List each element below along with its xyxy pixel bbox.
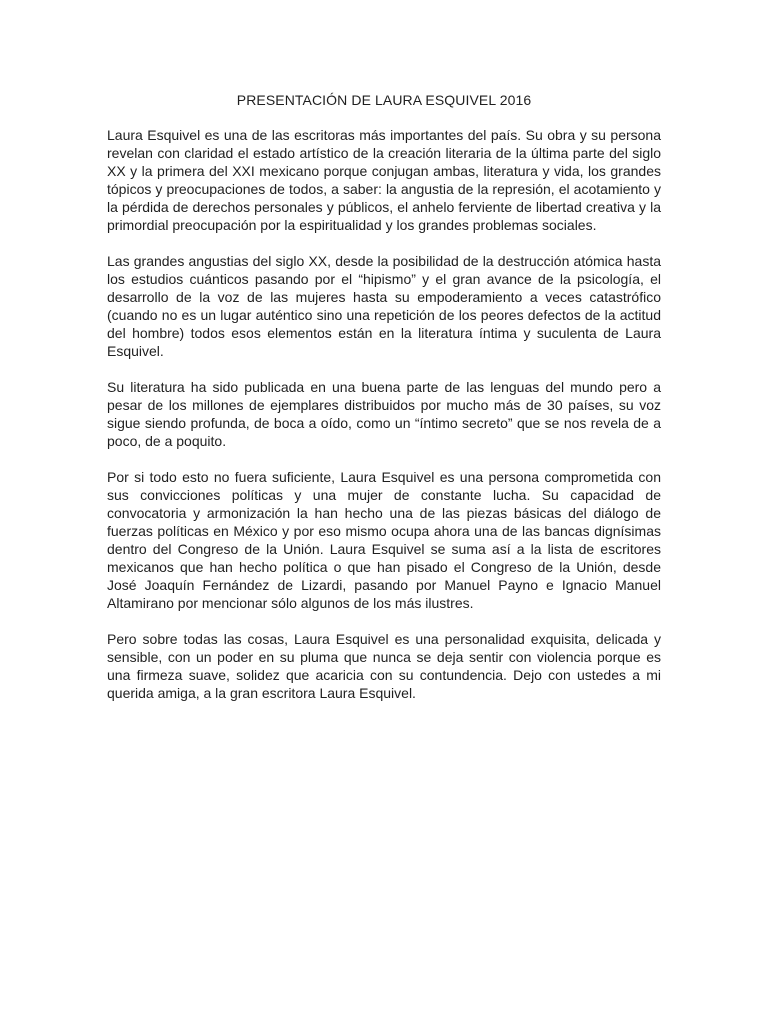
paragraph-3: Su literatura ha sido publicada en una buena parte de las lenguas del mundo pero a pesar de los millones de ejemplares distribuidos por mucho más de 30 países, su voz sigue siendo profunda, de boca a oído, como un “íntimo secreto” que se nos revela de a poco, de a poquito.: [107, 379, 661, 449]
document-title: PRESENTACIÓN DE LAURA ESQUIVEL 2016: [236, 92, 532, 108]
paragraph-4: Por si todo esto no fuera suficiente, Laura Esquivel es una persona comprometida con sus convicciones políticas y una mujer de constante lucha. Su capacidad de convocatoria y armonización la han hecho una de las piezas básicas del diálogo de fuerzas políticas en México y por eso mismo ocupa ahora una de las bancas dignísimas dentro del Congreso de la Unión. Laura Esquivel se suma así a la lista de escritores mexicanos que han hecho política o que han pisado el Congreso de la Unión, desde José Joaquín Fernández de Lizardi, pasando por Manuel Payno e Ignacio Manuel Altamirano por mencionar sólo algunos de los más ilustres.: [107, 469, 661, 611]
paragraph-2: Las grandes angustias del siglo XX, desde la posibilidad de la destrucción atómica hasta los estudios cuánticos pasando por el “hipismo” y el gran avance de la psicología, el desarrollo de la voz de las mujeres hasta su empoderamiento a veces catastrófico (cuando no es un lugar auténtico sino una repetición de los peores defectos de la actitud del hombre) todos esos elementos están en la literatura íntima y suculenta de Laura Esquivel.: [107, 253, 661, 359]
paragraph-1: Laura Esquivel es una de las escritoras más importantes del país. Su obra y su persona revelan con claridad el estado artístico de la creación literaria de la última parte del siglo XX y la primera del XXI mexicano porque conjugan ambas, literatura y vida, los grandes tópicos y preocupaciones de todos, a saber: la angustia de la represión, el acotamiento y la pérdida de derechos personales y públicos, el anhelo ferviente de libertad creativa y la primordial preocupación por la espiritualidad y los grandes problemas sociales.: [107, 127, 661, 233]
document-body: [107, 126, 661, 720]
paragraph-5: Pero sobre todas las cosas, Laura Esquivel es una personalidad exquisita, delicada y sensible, con un poder en su pluma que nunca se deja sentir con violencia porque es una firmeza suave, solidez que acaricia con su contundencia. Dejo con ustedes a mi querida amiga, a la gran escritora Laura Esquivel.: [107, 631, 661, 701]
